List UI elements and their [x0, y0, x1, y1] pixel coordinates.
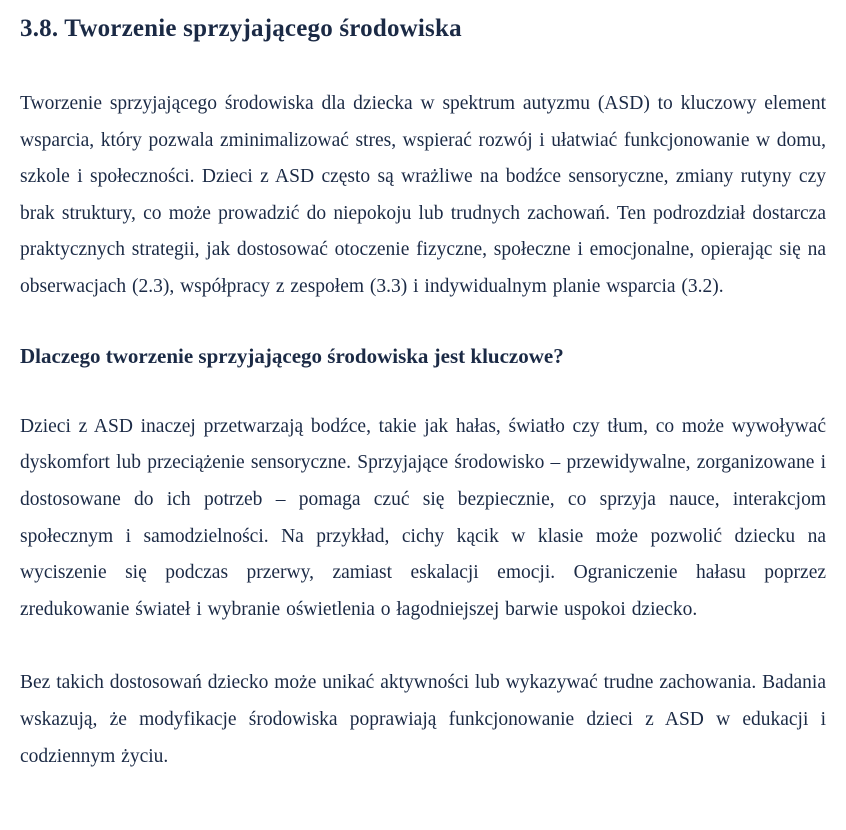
- sub-heading: Dlaczego tworzenie sprzyjającego środowiska jest kluczowe?: [20, 343, 564, 368]
- why-paragraph-1: Dzieci z ASD inaczej przetwarzają bodźce, takie jak hałas, światło czy tłum, co może wywoływać dyskomfort lub przeciążenie sensoryczne. Sprzyjające środowisko – przewidywalne, zorganizowane i dostosowane do ich potrzeb – pomaga czuć się bezpiecznie, co sprzyja nauce, interakcjom społecznym i samodzielności. Na przykład, cichy kącik w klasie może pozwolić dziecku na wyciszenie się podczas przerwy, zamiast eskalacji emocji. Ograniczenie hałasu poprzez zredukowanie świateł i wybranie oświetlenia o łagodniejszej barwie uspokoi dziecko.: [20, 415, 826, 620]
- why-paragraph-2: Bez takich dostosowań dziecko może unikać aktywności lub wykazywać trudne zachowania. Badania wskazują, że modyfikacje środowiska poprawiają funkcjonowanie dzieci z ASD w edukacji i codziennym życiu.: [20, 672, 826, 767]
- intro-paragraph: Tworzenie sprzyjającego środowiska dla dziecka w spektrum autyzmu (ASD) to kluczowy element wsparcia, który pozwala zminimalizować stres, wspierać rozwój i ułatwiać funkcjonowanie w domu, szkole i społeczności. Dzieci z ASD często są wrażliwe na bodźce sensoryczne, zmiany rutyny czy brak struktury, co może prowadzić do niepokoju lub trudnych zachowań. Ten podrozdział dostarcza praktycznych strategii, jak dostosować otoczenie fizyczne, społeczne i emocjonalne, opierając się na obserwacjach (2.3), współpracy z zespołem (3.3) i indywidualnym planie wsparcia (3.2).: [20, 93, 826, 297]
- section-heading: 3.8. Tworzenie sprzyjającego środowiska: [20, 15, 462, 42]
